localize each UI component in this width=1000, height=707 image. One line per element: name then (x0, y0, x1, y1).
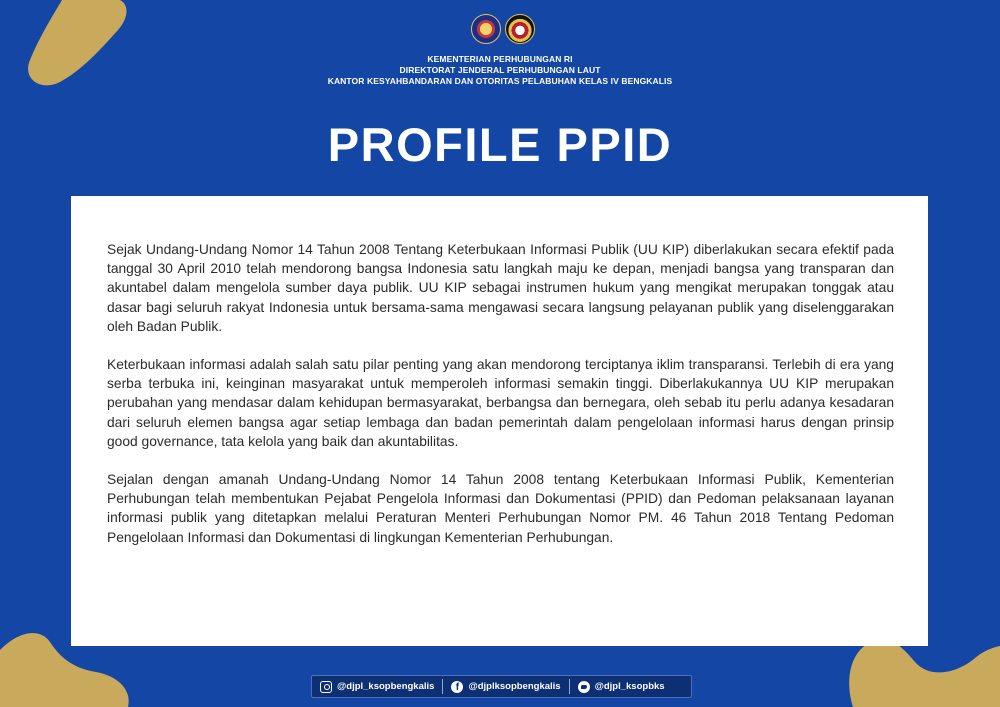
header-logos (471, 14, 535, 44)
twitter-link[interactable] (570, 681, 673, 693)
ministry-emblem-icon (471, 14, 501, 44)
header-line-office: KANTOR KESYAHBANDARAN DAN OTORITAS PELABUHAN KELAS IV BENGKALIS (327, 76, 673, 86)
facebook-icon: f (451, 681, 463, 693)
twitter-icon (578, 681, 590, 693)
paragraph-transparency: Keterbukaan informasi adalah salah satu pilar penting yang akan mendorong terciptanya iklim transparansi. Terlebih di era yang serba terbuka ini, keinginan masyarakat untuk memperoleh informasi semakin tinggi. Diberlakukannya UU KIP merupakan perubahan yang mendasar dalam kehidupan bermasyarakat, berbangsa dan bernegara, oleh sebab itu perlu adanya kesadaran dari seluruh elemen bangsa agar setiap lembaga dan badan pemerintah dalam pengelolaan informasi harus dengan prinsip good governance, tata kelola yang baik dan akuntabilitas. (107, 357, 894, 449)
header-line-ministry: KEMENTERIAN PERHUBUNGAN RI (427, 54, 573, 64)
instagram-handle: @djpl_ksopbengkalis (337, 681, 435, 692)
harbor-office-emblem-icon (505, 14, 535, 44)
instagram-icon (320, 681, 332, 693)
facebook-link[interactable] (443, 681, 568, 693)
instagram-link[interactable] (312, 681, 442, 693)
content-panel (71, 196, 928, 646)
paragraph-ppid: Sejalan dengan amanah Undang-Undang Nomor 14 Tahun 2008 tentang Keterbukaan Informasi Publik, Kementerian Perhubungan telah membentukan Pejabat Pengelola Informasi dan Dokumentasi (PPID) dan Pedoman pelaksanaan layanan informasi publik yang ditetapkan melalui Peraturan Menteri Perhubungan Nomor PM. 46 Tahun 2018 Tentang Pedoman Pengelolaan Informasi dan Dokumentasi di lingkungan Kementerian Perhubungan. (107, 472, 894, 545)
institution-header (0, 54, 1000, 87)
paragraph-uu-kip: Sejak Undang-Undang Nomor 14 Tahun 2008 Tentang Keterbukaan Informasi Publik (UU KIP) diberlakukan secara efektif pada tanggal 30 April 2010 telah mendorong bangsa Indonesia satu langkah maju ke depan, menjadi bangsa yang transparan dan akuntabel dalam mengelola sumber daya publik. UU KIP sebagai instrumen hukum yang mengikat merupakan tonggak atau dasar bagi seluruh rakyat Indonesia untuk bersama-sama mengawasi secara langsung pelayanan publik yang diselenggarakan oleh Badan Publik. (107, 242, 894, 334)
header-line-directorate: DIREKTORAT JENDERAL PERHUBUNGAN LAUT (399, 65, 601, 75)
content-body (107, 240, 894, 566)
facebook-handle: @djplksopbengkalis (468, 681, 561, 692)
page-title: PROFILE PPID (327, 118, 673, 171)
twitter-handle: @djpl_ksopbks (594, 681, 665, 692)
social-footer (311, 675, 692, 698)
